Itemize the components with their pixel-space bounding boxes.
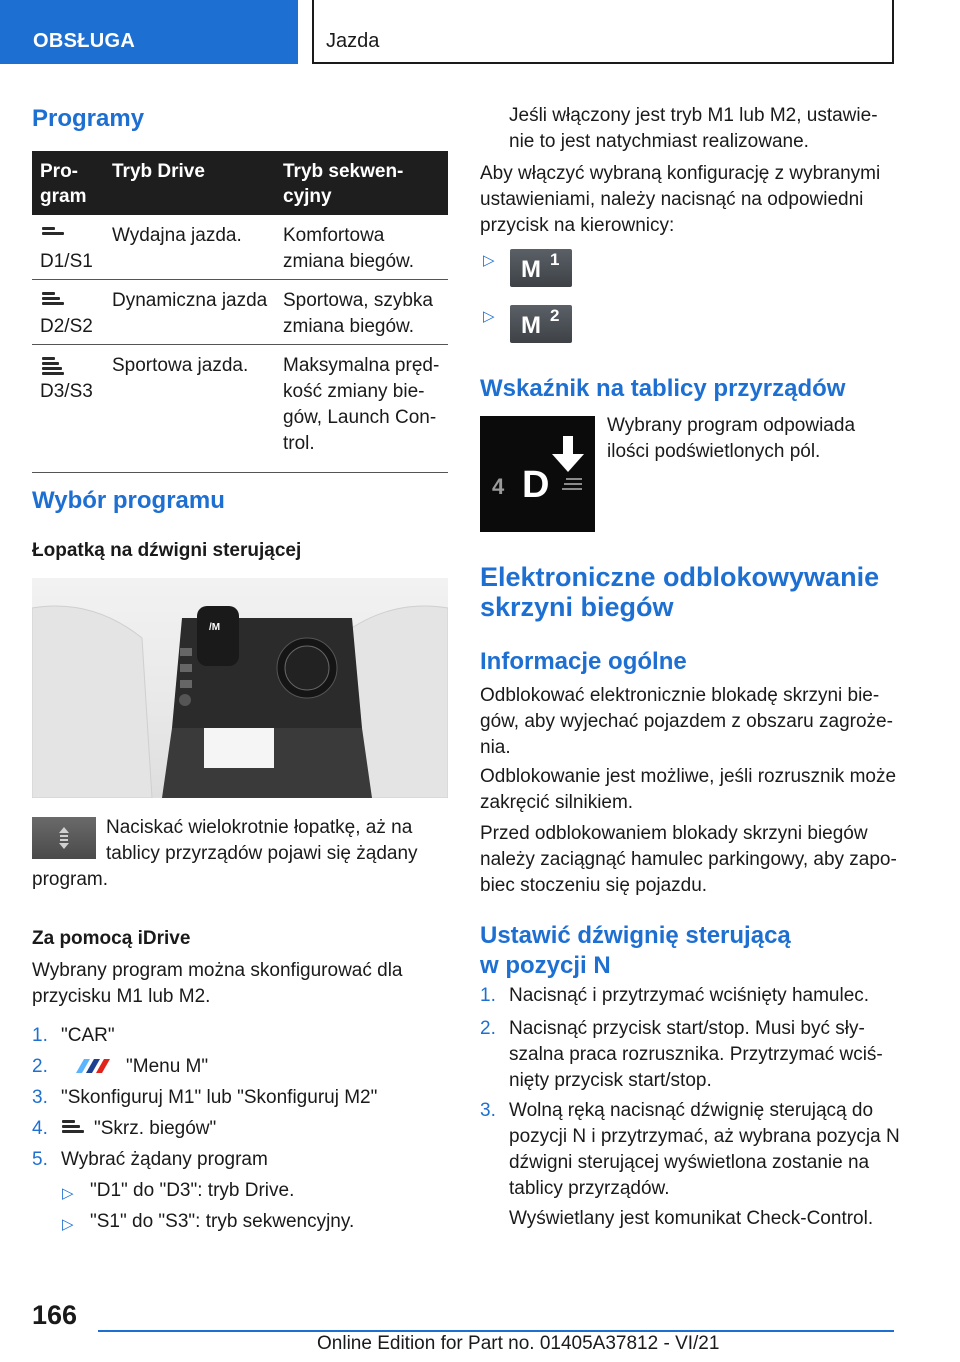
m-intro: Aby włączyć wybraną konfigurację z wybranymi ustawieniami, należy nacisnąć na odpowiedni przycisk na kierownicy: [480, 163, 881, 236]
drive-cell: Sportowa jazda. [112, 355, 249, 376]
general-paragraph-1: Odblokować elektronicznie blokadę skrzyni bie- gów, aby wyjechać pojazdem z obszaru zagroże- nia. [480, 685, 893, 758]
sequential-cell: Maksymalna pręd- kość zmiany bie- gów, Launch Con- trol. [283, 355, 440, 454]
program-cell: D1/S1 [40, 251, 93, 272]
gear-program-1-icon [42, 227, 64, 237]
footer-divider [98, 1330, 894, 1332]
neutral-steps: 1. Nacisnąć i przytrzymać wciśnięty hamulec. 2. Nacisnąć przycisk start/stop. Musi być sły- szalna praca rozrusznika. Przytrzymać wciś- nięty przycisk start/stop. 3. Wolną ręką nacisnąć dźwignię sterującą do pozycji N i przytrzymać, aż wybrana pozycja N dźwigni sterującej wyświetlona zostanie na tablicy przyrządów. Wyświetlany jest komunikat Check-Control. [480, 985, 900, 1229]
m2-button-icon: M 2 [510, 305, 572, 343]
chapter-title: Jazda [326, 30, 380, 52]
m1-button-icon: M 1 [510, 249, 572, 287]
paddle-text-2: tablicy przyrządów pojawi się żądany [106, 843, 418, 864]
table-row [32, 215, 448, 280]
down-arrow-icon [552, 436, 586, 498]
gear-program-2-icon [42, 292, 64, 307]
drive-cell: Wydajna jazda. [112, 225, 242, 246]
select-program-heading: Wybór programu [32, 487, 225, 514]
general-heading: Informacje ogólne [480, 648, 687, 675]
chapter-tab [312, 0, 894, 64]
idrive-subheading: Za pomocą iDrive [32, 928, 191, 949]
idrive-steps: 1. "CAR" 2. "Menu M" 3. "Skonfiguruj M1" lub "Skonfiguruj M2" 4. "Skrz. biegów" 5. Wybrać żądany program ▷ "D1" do "D3": tryb Drive. ▷ "S1" do "S3": tryb sekwencyjny. [32, 1023, 448, 1243]
program-cell: D2/S2 [40, 316, 93, 337]
paddle-subheading: Łopatką na dźwigni sterującej [32, 540, 302, 561]
sequential-cell: Komfortowa zmiana biegów. [283, 225, 414, 272]
svg-text:/M: /M [209, 622, 221, 633]
program-cell: D3/S3 [40, 381, 93, 402]
page-number: 166 [32, 1300, 78, 1330]
gear-program-icon [62, 1120, 84, 1135]
programs-table [32, 151, 448, 473]
triangle-bullet-icon: ▷ [483, 252, 495, 269]
gear-program-3-icon [42, 357, 64, 377]
indicator-heading: Wskaźnik na tablicy przyrządów [480, 375, 846, 402]
m-stripes-icon [72, 1059, 114, 1073]
edition-footer: Online Edition for Part no. 01405A37812 - VI/21 [317, 1333, 720, 1354]
indicator-text: Wybrany program odpowiada ilości podświetlonych pól. [607, 415, 856, 462]
section-tab [0, 0, 298, 64]
col-program: Pro- gram [40, 161, 87, 207]
sequential-cell: Sportowa, szybka zmiana biegów. [283, 290, 433, 337]
section-title: OBSŁUGA [33, 30, 136, 52]
paddle-text-3: program. [32, 869, 109, 890]
triangle-bullet-icon: ▷ [62, 1216, 74, 1233]
paddle-text-1: Naciskać wielokrotnie łopatkę, aż na [106, 817, 413, 838]
triangle-bullet-icon: ▷ [483, 308, 495, 325]
neutral-heading: Ustawić dźwignię sterującą w pozycji N [480, 922, 791, 979]
idrive-text: Wybrany program można skonfigurować dla przycisku M1 lub M2. [32, 960, 403, 1007]
m-note: Jeśli włączony jest tryb M1 lub M2, ustawie- nie to jest natychmiast realizowane. [509, 105, 878, 152]
triangle-bullet-icon: ▷ [62, 1185, 74, 1202]
drive-cell: Dynamiczna jazda [112, 290, 268, 311]
shift-paddle-icon [32, 817, 96, 859]
gear-selector-photo [32, 578, 448, 798]
table-row [32, 280, 448, 345]
col-sequential: Tryb sekwen- cyjny [283, 161, 404, 207]
general-paragraph-3: Przed odblokowaniem blokady skrzyni biegów należy zaciągnąć hamulec parkingowy, aby zapo- biec stoczeniu się pojazdu. [480, 823, 897, 896]
unlock-heading: Elektroniczne odblokowywanie skrzyni biegów [480, 562, 880, 622]
instrument-cluster-image: 4 D [480, 416, 595, 532]
table-header [32, 151, 448, 215]
table-row [32, 345, 448, 473]
programs-heading: Programy [32, 105, 145, 132]
col-drive: Tryb Drive [112, 161, 205, 182]
general-paragraph-2: Odblokowanie jest możliwe, jeśli rozrusznik może zakręcić silnikiem. [480, 766, 897, 813]
